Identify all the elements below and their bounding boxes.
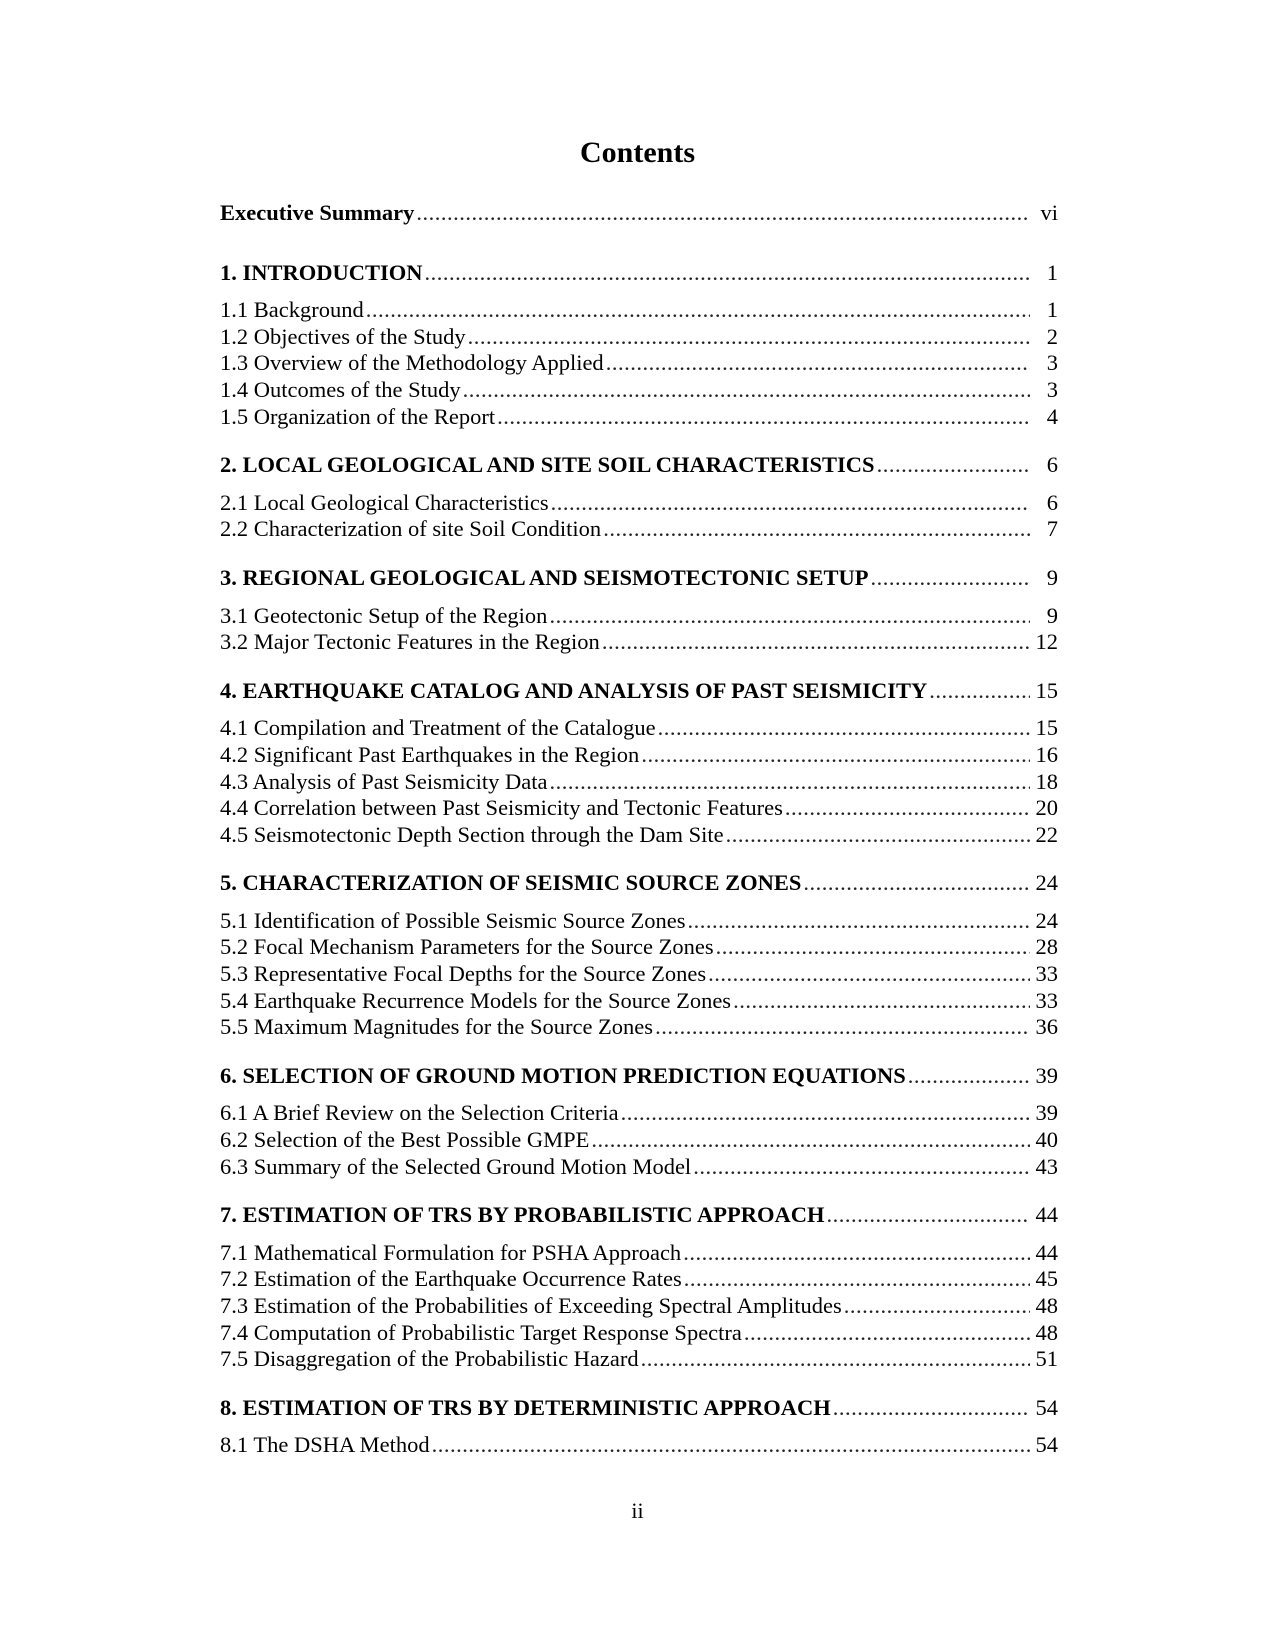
toc-entry-page: 43 [1035,1153,1058,1179]
toc-entry-page: 51 [1035,1346,1058,1372]
dot-leader [733,988,1030,1015]
toc-entry-page: 1 [1046,297,1058,323]
toc-entry-page: 1 [1046,259,1058,285]
dot-leader [468,324,1030,351]
dot-leader [716,934,1030,961]
toc-entry-page: 39 [1035,1100,1058,1126]
dot-leader [708,961,1030,988]
dot-leader [591,1127,1030,1154]
dot-leader [693,1154,1030,1181]
toc-entry-label: 4. EARTHQUAKE CATALOG AND ANALYSIS OF PAST SEISMICITY [220,677,928,703]
toc-entry-page: 20 [1035,795,1058,821]
toc-entry[interactable] [220,350,1058,377]
toc-entry-page: 33 [1035,961,1058,987]
toc-entry-label: 4.1 Compilation and Treatment of the Catalogue [220,715,656,741]
toc-entry[interactable] [220,1127,1058,1154]
toc-entry-label: 7. ESTIMATION OF TRS BY PROBABILISTIC APPROACH [220,1202,825,1228]
dot-leader [803,870,1030,897]
toc-section-ch5 [220,870,1058,1041]
toc-entry-label: 1.4 Outcomes of the Study [220,376,461,402]
toc-entry-label: 2.2 Characterization of site Soil Condition [220,516,602,542]
toc-entry-page: 7 [1046,516,1058,542]
toc-entry-page: 44 [1035,1202,1058,1228]
toc-entry-label: 5.5 Maximum Magnitudes for the Source Zones [220,1014,654,1040]
toc-entry[interactable] [220,988,1058,1015]
dot-leader [549,769,1030,796]
toc-entry[interactable] [220,908,1058,935]
toc-entry-label: 1. INTRODUCTION [220,259,423,285]
toc-entry-page: 48 [1035,1293,1058,1318]
toc-section-ch1 [220,260,1058,431]
toc-entry-label: 5.2 Focal Mechanism Parameters for the Source Zones [220,934,714,960]
toc-entry[interactable] [220,742,1058,769]
toc-entry[interactable] [220,822,1058,849]
toc-entry-page: 9 [1046,602,1058,628]
toc-entry[interactable] [220,715,1058,742]
toc-entry[interactable] [220,490,1058,517]
toc-entry[interactable] [220,1293,1058,1320]
toc-entry-page: 24 [1035,907,1058,933]
toc-chapter-heading[interactable] [220,260,1058,287]
toc-entry[interactable] [220,1432,1058,1459]
dot-leader [871,565,1031,592]
toc-entry-label: 1.3 Overview of the Methodology Applied [220,350,604,376]
toc-entry[interactable] [220,404,1058,431]
toc-entry-page: 15 [1035,677,1058,703]
toc-entry[interactable] [220,1320,1058,1347]
toc-entry[interactable] [220,1154,1058,1181]
toc-entry[interactable] [220,297,1058,324]
toc-entry-page: 54 [1035,1394,1058,1420]
page-number-footer: ii [631,1498,644,1523]
toc-entry-label: 2.1 Local Geological Characteristics [220,489,549,515]
dot-leader [683,1240,1030,1267]
toc-entry[interactable] [220,1100,1058,1127]
toc-entry-label: 3. REGIONAL GEOLOGICAL AND SEISMOTECTONIC SETUP [220,564,869,590]
toc-entry-executive-summary[interactable] [220,200,1058,227]
dot-leader [826,1202,1030,1229]
toc-chapter-heading[interactable] [220,565,1058,592]
dot-leader [929,678,1030,705]
toc-entry-page: 54 [1035,1432,1058,1458]
toc-entry-page: 6 [1046,489,1058,515]
toc-entry[interactable] [220,324,1058,351]
dot-leader [726,822,1030,849]
toc-entry-label: 6.3 Summary of the Selected Ground Motion Model [220,1153,692,1179]
toc-entry-label: 7.2 Estimation of the Earthquake Occurrence Rates [220,1266,682,1292]
toc-entry-label: 1.5 Organization of the Report [220,403,496,429]
dot-leader [603,516,1030,543]
toc-section-ch2 [220,452,1058,543]
toc-entry-page: 12 [1035,629,1058,655]
toc-section-ch4 [220,678,1058,849]
toc-entry-page: 3 [1046,350,1058,376]
toc-chapter-heading[interactable] [220,870,1058,897]
toc-entry-page: 22 [1035,821,1058,847]
toc-entry-label: 5.1 Identification of Possible Seismic Source Zones [220,907,686,933]
toc-entry-page: 9 [1046,564,1058,590]
toc-entry[interactable] [220,934,1058,961]
dot-leader [602,629,1030,656]
toc-entry-label: 7.3 Estimation of the Probabilities of Exceeding Spectral Amplitudes [220,1293,842,1318]
dot-leader [655,1014,1030,1041]
toc-entry-label: 4.5 Seismotectonic Depth Section through the Dam Site [220,821,724,847]
toc-entry-label: 1.1 Background [220,297,364,323]
toc-entry-label: 4.4 Correlation between Past Seismicity and Tectonic Features [220,795,783,821]
dot-leader [844,1293,1030,1320]
toc-entry-page: 18 [1035,768,1058,794]
toc-entry-label: 7.1 Mathematical Formulation for PSHA Approach [220,1239,682,1265]
dot-leader [551,490,1030,517]
toc-entry-label: Executive Summary [220,200,415,225]
toc-entry-label: 7.4 Computation of Probabilistic Target Response Spectra [220,1319,742,1345]
page-title: Contents [579,136,695,169]
toc-entry[interactable] [220,377,1058,404]
toc-entry-label: 7.5 Disaggregation of the Probabilistic Hazard [220,1346,639,1372]
toc-chapter-heading[interactable] [220,452,1058,479]
dot-leader [432,1432,1030,1459]
toc-section-executive-summary [220,200,1058,227]
toc-section-ch3 [220,565,1058,656]
dot-leader [463,377,1030,404]
toc-entry[interactable] [220,769,1058,796]
toc-entry-page: 2 [1046,323,1058,349]
toc-entry[interactable] [220,1346,1058,1373]
dot-leader [785,795,1030,822]
toc-entry-label: 1.2 Objectives of the Study [220,323,466,349]
toc-entry-label: 5. CHARACTERIZATION OF SEISMIC SOURCE ZONES [220,870,802,896]
dot-leader [877,452,1030,479]
toc-entry-label: 8. ESTIMATION OF TRS BY DETERMINISTIC APPROACH [220,1394,831,1420]
dot-leader [416,200,1030,227]
toc-entry-page: 24 [1035,870,1058,896]
toc-entry-label: 5.3 Representative Focal Depths for the Source Zones [220,961,707,987]
dot-leader [908,1063,1030,1090]
toc-entry[interactable] [220,1266,1058,1293]
toc-section-ch8 [220,1395,1058,1459]
toc-entry[interactable] [220,1240,1058,1267]
toc-entry-label: 5.4 Earthquake Recurrence Models for the Source Zones [220,987,732,1013]
toc-chapter-heading[interactable] [220,1395,1058,1422]
table-of-contents [220,200,1058,1459]
toc-entry-page: 39 [1035,1062,1058,1088]
toc-entry-page: 3 [1046,376,1058,402]
toc-section-ch7 [220,1202,1058,1373]
toc-entry-page: 16 [1035,741,1058,767]
dot-leader [684,1266,1030,1293]
toc-entry-label: 6. SELECTION OF GROUND MOTION PREDICTION EQUATIONS [220,1062,906,1088]
toc-entry-label: 8.1 The DSHA Method [220,1432,430,1458]
toc-entry-label: 2. LOCAL GEOLOGICAL AND SITE SOIL CHARACTERISTICS [220,452,875,478]
toc-entry-page: 48 [1035,1319,1058,1345]
toc-entry-page: 45 [1035,1266,1058,1292]
toc-entry-page: 15 [1035,715,1058,741]
toc-entry-page: 36 [1035,1014,1058,1040]
toc-entry-page: 44 [1035,1239,1058,1265]
dot-leader [744,1320,1030,1347]
toc-entry-page: vi [1040,200,1058,225]
dot-leader [366,297,1030,324]
dot-leader [658,715,1030,742]
toc-entry-label: 3.1 Geotectonic Setup of the Region [220,602,548,628]
dot-leader [641,1346,1030,1373]
toc-entry[interactable] [220,795,1058,822]
toc-entry[interactable] [220,603,1058,630]
toc-entry-page: 33 [1035,987,1058,1013]
toc-entry-page: 4 [1046,403,1058,429]
toc-entry[interactable] [220,961,1058,988]
dot-leader [621,1100,1030,1127]
dot-leader [497,404,1030,431]
toc-entry-page: 40 [1035,1127,1058,1153]
toc-entry[interactable] [220,516,1058,543]
toc-entry-label: 6.1 A Brief Review on the Selection Criteria [220,1100,619,1126]
toc-entry-label: 4.3 Analysis of Past Seismicity Data [220,768,548,794]
dot-leader [641,742,1030,769]
toc-entry-page: 6 [1046,452,1058,478]
toc-section-ch6 [220,1063,1058,1180]
dot-leader [606,350,1030,377]
toc-entry-page: 28 [1035,934,1058,960]
dot-leader [425,260,1030,287]
toc-entry-label: 3.2 Major Tectonic Features in the Region [220,629,600,655]
dot-leader [688,908,1030,935]
toc-chapter-heading[interactable] [220,678,1058,705]
toc-chapter-heading[interactable] [220,1063,1058,1090]
toc-entry[interactable] [220,1014,1058,1041]
toc-entry[interactable] [220,629,1058,656]
toc-entry-label: 6.2 Selection of the Best Possible GMPE [220,1127,590,1153]
toc-entry-label: 4.2 Significant Past Earthquakes in the Region [220,741,640,767]
dot-leader [833,1395,1030,1422]
dot-leader [549,603,1030,630]
toc-chapter-heading[interactable] [220,1202,1058,1229]
